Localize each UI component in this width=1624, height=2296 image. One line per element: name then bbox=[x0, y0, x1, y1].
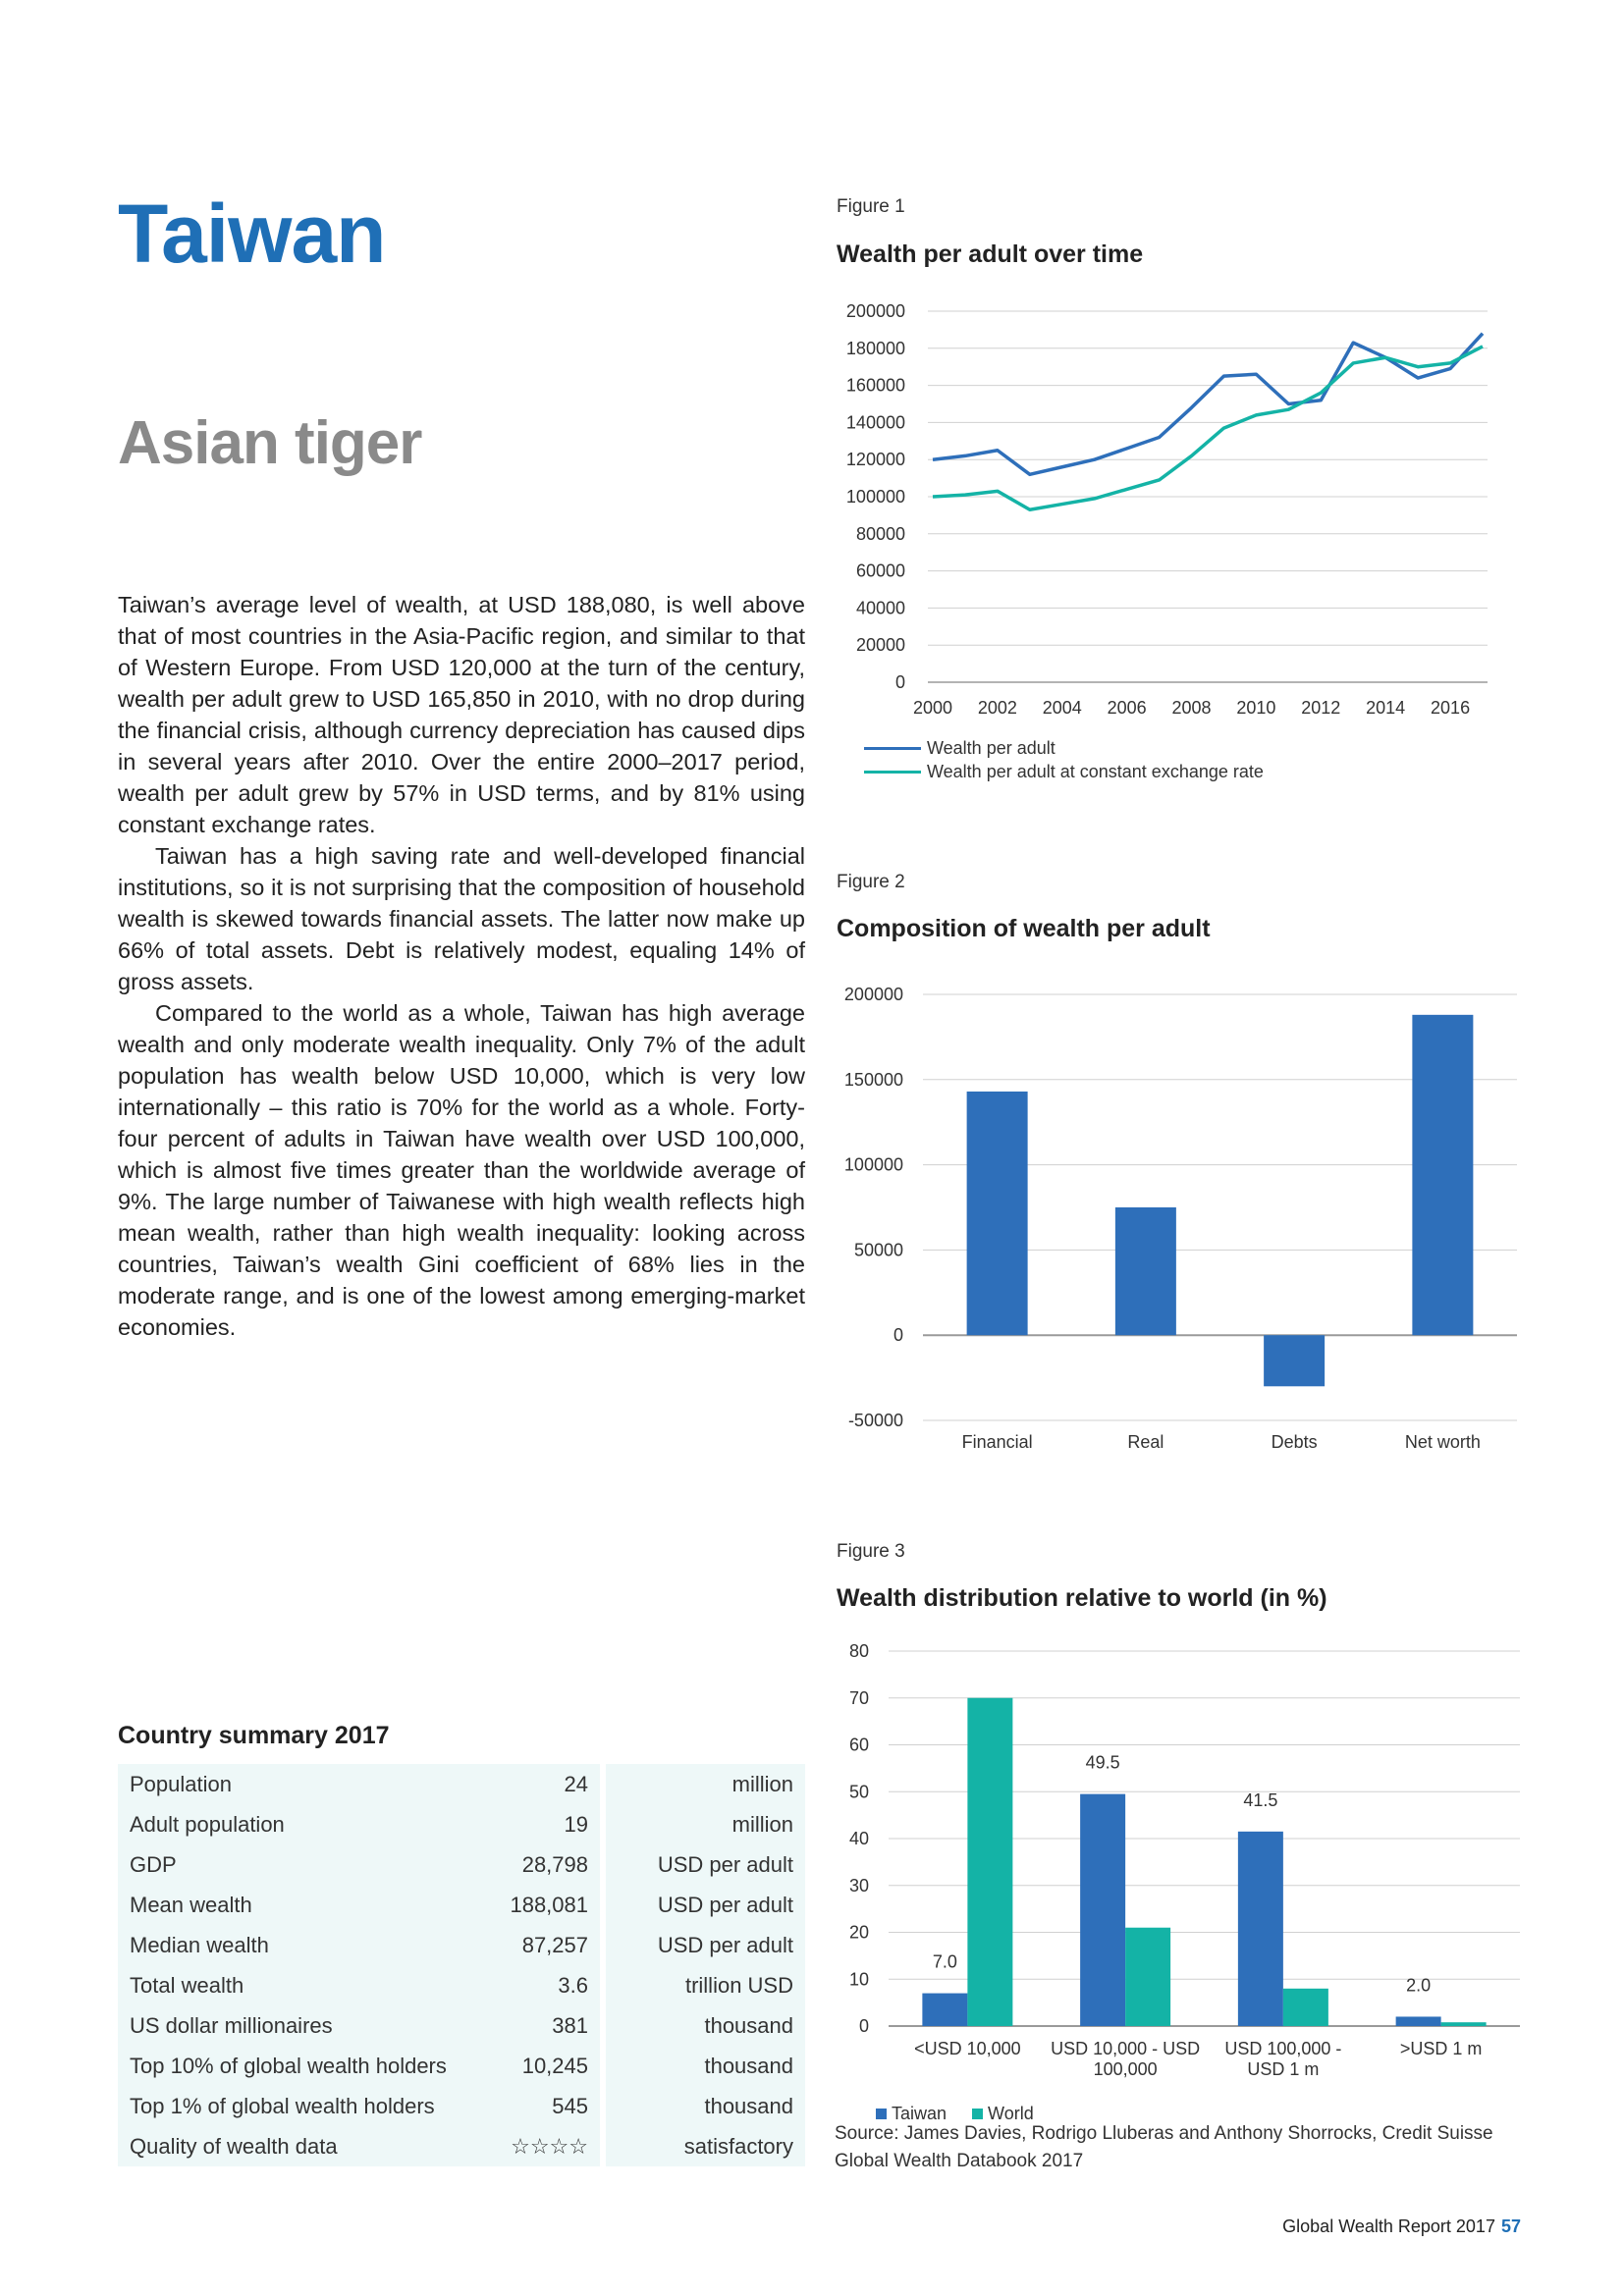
summary-value: 28,798 bbox=[473, 1844, 600, 1885]
legend-item bbox=[864, 736, 1264, 760]
x-tick-label: 2006 bbox=[1107, 698, 1147, 718]
x-tick-label: USD 10,000 - USD bbox=[1051, 2039, 1201, 2058]
summary-value: 188,081 bbox=[473, 1885, 600, 1925]
y-tick-label: 30 bbox=[848, 1875, 869, 1896]
y-tick-label: 0 bbox=[894, 672, 905, 692]
summary-unit: million bbox=[606, 1804, 805, 1844]
bar bbox=[1441, 2022, 1487, 2026]
summary-value: 87,257 bbox=[473, 1925, 600, 1965]
y-tick-label: 80 bbox=[848, 1641, 869, 1661]
summary-unit: USD per adult bbox=[606, 1925, 805, 1965]
x-tick-label: 2008 bbox=[1171, 698, 1212, 718]
figure-label: Figure 2 bbox=[837, 872, 905, 892]
y-tick-label: -50000 bbox=[847, 1411, 903, 1430]
data-label: 7.0 bbox=[932, 1951, 957, 1972]
footer-report-name: Global Wealth Report 2017 bbox=[1282, 2216, 1495, 2236]
table-row bbox=[118, 1925, 805, 1965]
figure-title: Wealth per adult over time bbox=[837, 240, 1144, 268]
table-row bbox=[118, 1885, 805, 1925]
y-tick-label: 50 bbox=[848, 1782, 869, 1802]
summary-unit: thousand bbox=[606, 2005, 805, 2046]
x-tick-label: 2004 bbox=[1042, 698, 1082, 718]
page-subtitle: Asian tiger bbox=[118, 409, 422, 477]
y-tick-label: 200000 bbox=[843, 985, 903, 1004]
y-tick-label: 40 bbox=[848, 1829, 869, 1848]
page-number: 57 bbox=[1500, 2216, 1521, 2236]
y-tick-label: 0 bbox=[893, 1325, 903, 1346]
y-tick-label: 180000 bbox=[845, 338, 905, 358]
legend-swatch bbox=[876, 2109, 887, 2119]
x-tick-label: >USD 1 m bbox=[1399, 2039, 1483, 2058]
bar bbox=[1283, 1989, 1328, 2026]
paragraph: Compared to the world as a whole, Taiwan has high average wealth and only moderate wealth inequality. Only 7% of the adult population has wealth below USD 10,000, which is very low internationally – this ratio is 70% for the world as a whole. Forty-four percent of adults in Taiwan have wealth over USD 100,000, which is almost five times greater than the worldwide average of 9%. The large number of Taiwanese with high wealth reflects high mean wealth, rather than high wealth inequality: looking across countries, Taiwan’s wealth Gini coefficient of 68% lies in the moderate range, and is one of the lowest among emerging-market economies. bbox=[118, 1000, 805, 1340]
summary-value: 19 bbox=[473, 1804, 600, 1844]
series-line bbox=[933, 347, 1483, 509]
table-row bbox=[118, 2086, 805, 2126]
table-row bbox=[118, 1844, 805, 1885]
paragraph: Taiwan has a high saving rate and well-developed financial institutions, so it is not surprising that the composition of household wealth is skewed towards financial assets. The latter now make up 66% of total assets. Debt is relatively modest, equaling 14% of gross assets. bbox=[118, 843, 805, 994]
bar bbox=[1412, 1015, 1473, 1335]
y-tick-label: 20 bbox=[848, 1922, 869, 1943]
summary-unit: USD per adult bbox=[606, 1885, 805, 1925]
summary-unit: thousand bbox=[606, 2086, 805, 2126]
y-tick-label: 160000 bbox=[845, 375, 905, 396]
country-summary-table bbox=[118, 1764, 805, 2166]
table-row bbox=[118, 1965, 805, 2005]
bar-chart bbox=[835, 972, 1522, 1463]
x-tick-label: USD 1 m bbox=[1247, 2059, 1320, 2079]
y-tick-label: 10 bbox=[848, 1969, 869, 1990]
y-tick-label: 60000 bbox=[855, 561, 905, 581]
bar bbox=[1396, 2016, 1441, 2026]
x-tick-label: 2010 bbox=[1236, 698, 1276, 718]
x-tick-label: 2012 bbox=[1301, 698, 1341, 718]
summary-label: Top 1% of global wealth holders bbox=[118, 2086, 473, 2126]
summary-value: 545 bbox=[473, 2086, 600, 2126]
y-tick-label: 140000 bbox=[845, 412, 905, 433]
table-row bbox=[118, 2046, 805, 2086]
summary-label: GDP bbox=[118, 1844, 473, 1885]
legend-label: Wealth per adult bbox=[927, 737, 1056, 758]
summary-unit: USD per adult bbox=[606, 1844, 805, 1885]
figure-title: Wealth distribution relative to world (in %) bbox=[837, 1584, 1327, 1612]
paragraph: Taiwan’s average level of wealth, at USD 188,080, is well above that of most countries in the Asia-Pacific region, and similar to that of Western Europe. From USD 120,000 at the turn of the century, wealth per adult grew to USD 165,850 in 2010, with no drop during the financial crisis, although currency depreciation has caused dips in several years after 2010. Over the entire 2000–2017 period, wealth per adult grew by 57% in USD terms, and by 81% using constant exchange rates. bbox=[118, 592, 805, 837]
legend-label: Taiwan bbox=[892, 2103, 947, 2123]
legend-swatch bbox=[972, 2109, 983, 2119]
x-tick-label: Debts bbox=[1271, 1432, 1318, 1452]
bar bbox=[1238, 1832, 1283, 2026]
summary-unit: satisfactory bbox=[606, 2126, 805, 2166]
table-row bbox=[118, 2126, 805, 2166]
figure-title: Composition of wealth per adult bbox=[837, 915, 1211, 942]
summary-value: 3.6 bbox=[473, 1965, 600, 2005]
y-tick-label: 120000 bbox=[845, 450, 905, 470]
x-tick-label: 100,000 bbox=[1093, 2059, 1158, 2079]
y-tick-label: 200000 bbox=[845, 301, 905, 321]
legend-label: Wealth per adult at constant exchange rate bbox=[927, 761, 1264, 781]
y-tick-label: 50000 bbox=[853, 1240, 903, 1260]
summary-label: Population bbox=[118, 1764, 473, 1804]
summary-label: Median wealth bbox=[118, 1925, 473, 1965]
grouped-bar-chart bbox=[835, 1634, 1522, 2091]
summary-value: 10,245 bbox=[473, 2046, 600, 2086]
chart-legend bbox=[864, 736, 1264, 783]
summary-value: 24 bbox=[473, 1764, 600, 1804]
summary-label: Adult population bbox=[118, 1804, 473, 1844]
bar bbox=[1125, 1928, 1170, 2026]
legend-item bbox=[864, 760, 1264, 783]
figure-label: Figure 3 bbox=[837, 1541, 905, 1562]
summary-label: Quality of wealth data bbox=[118, 2126, 473, 2166]
bar bbox=[1115, 1207, 1176, 1335]
summary-title: Country summary 2017 bbox=[118, 1722, 390, 1749]
legend-swatch bbox=[864, 747, 921, 750]
y-tick-label: 100000 bbox=[843, 1154, 903, 1175]
summary-unit: trillion USD bbox=[606, 1965, 805, 2005]
x-tick-label: 2002 bbox=[977, 698, 1017, 718]
table-row bbox=[118, 1804, 805, 1844]
data-label: 2.0 bbox=[1406, 1975, 1432, 1996]
body-text bbox=[118, 589, 805, 1343]
x-tick-label: USD 100,000 - bbox=[1224, 2039, 1342, 2058]
x-tick-label: <USD 10,000 bbox=[914, 2039, 1021, 2058]
summary-label: Total wealth bbox=[118, 1965, 473, 2005]
y-tick-label: 80000 bbox=[855, 523, 905, 544]
source-note: Source: James Davies, Rodrigo Lluberas and Anthony Shorrocks, Credit Suisse Global Wealth Databook 2017 bbox=[835, 2123, 1493, 2171]
data-label: 41.5 bbox=[1243, 1789, 1278, 1810]
table-row bbox=[118, 1764, 805, 1804]
x-tick-label: Net worth bbox=[1404, 1432, 1481, 1452]
y-tick-label: 70 bbox=[848, 1687, 869, 1708]
bar bbox=[967, 1698, 1012, 2026]
summary-unit: million bbox=[606, 1764, 805, 1804]
x-tick-label: 2014 bbox=[1366, 698, 1406, 718]
table-row bbox=[118, 2005, 805, 2046]
figure-label: Figure 1 bbox=[837, 196, 905, 217]
summary-value: 381 bbox=[473, 2005, 600, 2046]
summary-label: Mean wealth bbox=[118, 1885, 473, 1925]
legend-label: World bbox=[988, 2103, 1034, 2123]
bar bbox=[967, 1092, 1028, 1335]
line-chart bbox=[835, 294, 1502, 726]
summary-label: Top 10% of global wealth holders bbox=[118, 2046, 473, 2086]
y-tick-label: 100000 bbox=[845, 487, 905, 507]
bar bbox=[1080, 1794, 1125, 2026]
summary-value: ☆☆☆☆ bbox=[473, 2126, 600, 2166]
y-tick-label: 0 bbox=[858, 2016, 869, 2036]
y-tick-label: 40000 bbox=[855, 598, 905, 618]
y-tick-label: 20000 bbox=[855, 635, 905, 656]
data-label: 49.5 bbox=[1085, 1752, 1120, 1773]
bar bbox=[922, 1994, 967, 2026]
page-title: Taiwan bbox=[118, 187, 386, 280]
summary-unit: thousand bbox=[606, 2046, 805, 2086]
bar bbox=[1264, 1335, 1325, 1386]
series-line bbox=[933, 334, 1483, 475]
x-tick-label: 2016 bbox=[1431, 698, 1471, 718]
legend-swatch bbox=[864, 771, 921, 774]
summary-label: US dollar millionaires bbox=[118, 2005, 473, 2046]
x-tick-label: Financial bbox=[961, 1432, 1033, 1452]
page-footer bbox=[1282, 2216, 1521, 2237]
x-tick-label: 2000 bbox=[912, 698, 953, 718]
y-tick-label: 150000 bbox=[843, 1069, 903, 1090]
x-tick-label: Real bbox=[1127, 1432, 1164, 1452]
y-tick-label: 60 bbox=[848, 1735, 869, 1755]
